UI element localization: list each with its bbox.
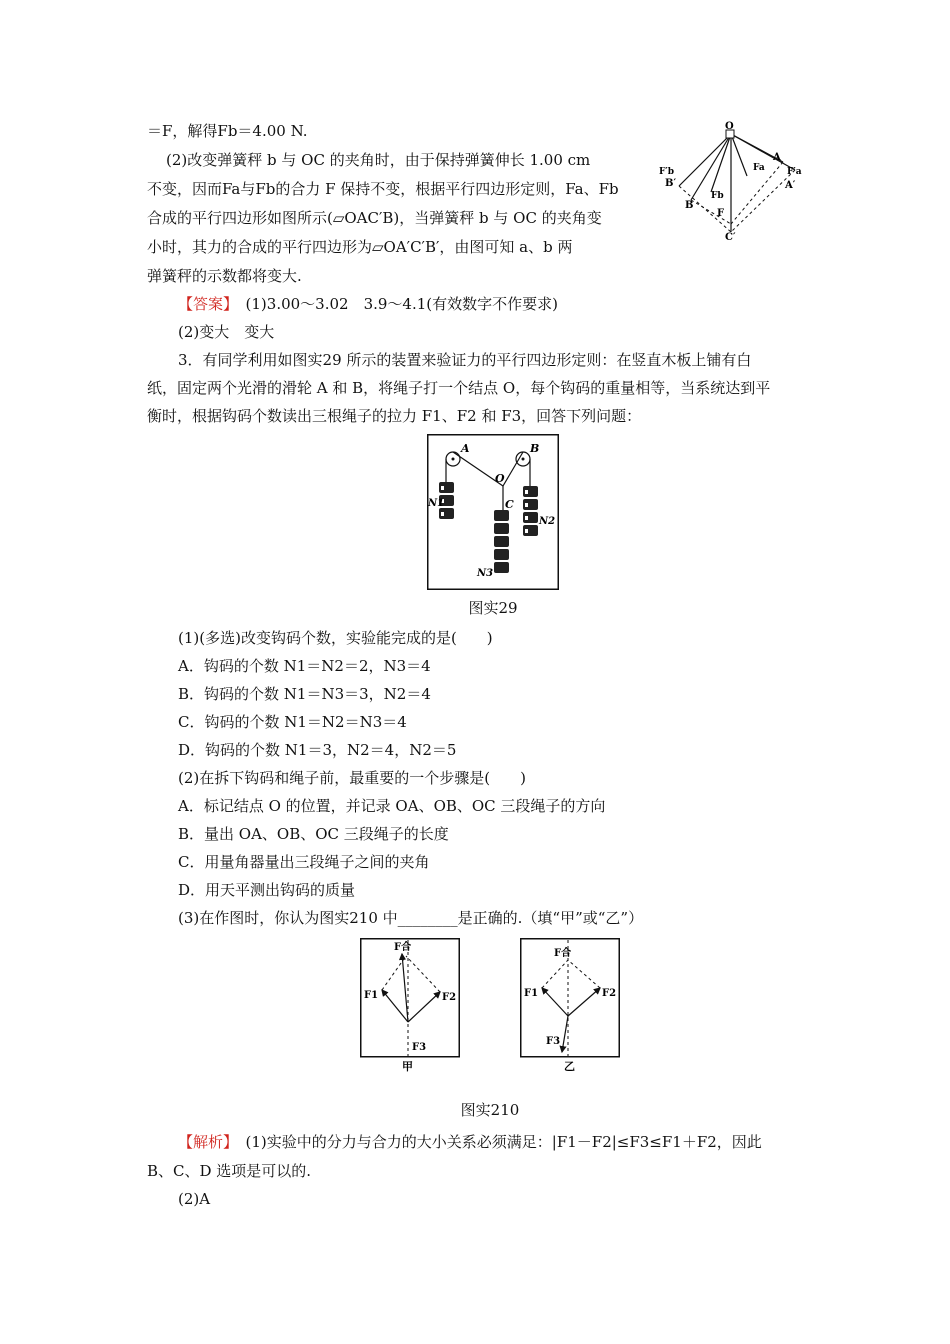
- label-Fa: Fa: [753, 163, 765, 173]
- option-item: A．钩码的个数 N1＝N2＝2，N3＝4: [178, 657, 431, 675]
- label-F-he: F合: [554, 948, 572, 959]
- label-N3: N3: [477, 568, 494, 579]
- text-line: 合成的平行四边形如图所示(▱OAC′B)，当弹簧秤 b 与 OC 的夹角变: [147, 209, 602, 227]
- option-item: C．用量角器量出三段绳子之间的夹角: [178, 853, 430, 871]
- force-diagram-yi: [520, 938, 620, 1074]
- label-F3: F3: [412, 1042, 427, 1053]
- text-line: 小时，其力的合成的平行四边形为▱OA′C′B′，由图可知 a、b 两: [147, 238, 573, 256]
- text-line: 不变，因而Fa与Fb的合力 F 保持不变，根据平行四边形定则，Fa、Fb: [147, 180, 619, 198]
- figure-caption: 图实29: [468, 599, 518, 617]
- pulley-apparatus-figure: [427, 434, 559, 590]
- answer-line: [178, 294, 558, 314]
- label-Fa-prime: F′a: [787, 167, 802, 177]
- label-F2: F2: [442, 992, 457, 1003]
- option-item: C．钩码的个数 N1＝N2＝N3＝4: [178, 713, 407, 731]
- question-intro: 纸，固定两个光滑的滑轮 A 和 B，将绳子打一个结点 O，每个钩码的重量相等，当系统达到平: [147, 379, 771, 397]
- answer-line-2: (2)变大 变大: [178, 323, 275, 341]
- label-Fb-prime: F′b: [659, 167, 675, 177]
- sub-question-stem: (2)在拆下钩码和绳子前，最重要的一个步骤是( ): [178, 769, 526, 787]
- force-diagram-jia: [360, 938, 460, 1074]
- option-item: B．量出 OA、OB、OC 三段绳子的长度: [178, 825, 449, 843]
- label-A: A: [773, 152, 781, 163]
- option-item: A．标记结点 O 的位置，并记录 OA、OB、OC 三段绳子的方向: [178, 797, 606, 815]
- label-B: B: [530, 442, 540, 455]
- label-Fb: Fb: [711, 191, 724, 201]
- label-F1: F1: [364, 990, 379, 1001]
- text-line: 弹簧秤的示数都将变大.: [147, 267, 302, 285]
- text-line: ＝F，解得Fb＝4.00 N.: [147, 122, 308, 140]
- label-F1: F1: [524, 988, 539, 999]
- answer-tag: 【答案】: [178, 295, 231, 313]
- analysis-text: (1)实验中的分力与合力的大小关系必须满足：|F1－F2|≤F3≤F1＋F2，因此: [245, 1133, 762, 1151]
- label-F: F: [717, 208, 725, 219]
- label-B-prime: B′: [665, 178, 677, 189]
- analysis-line-2: B、C、D 选项是可以的.: [147, 1162, 312, 1180]
- sub-question-stem: (3)在作图时，你认为图实210 中________是正确的.（填“甲”或“乙”）: [178, 909, 644, 927]
- label-O: O: [725, 121, 734, 132]
- label-jia: 甲: [402, 1060, 413, 1073]
- label-N1: N1: [428, 498, 445, 509]
- figure-caption: 图实210: [460, 1101, 520, 1119]
- label-N2: N2: [539, 516, 556, 527]
- label-B: B: [685, 200, 694, 211]
- label-yi: 乙: [564, 1060, 575, 1073]
- option-item: B．钩码的个数 N1＝N3＝3，N2＝4: [178, 685, 431, 703]
- option-item: D．钩码的个数 N1＝3，N2＝4，N2＝5: [178, 741, 457, 759]
- option-item: D．用天平测出钩码的质量: [178, 881, 356, 899]
- label-C-prime: C′: [725, 232, 736, 240]
- answer-text: (1)3.00～3.02 3.9～4.1(有效数字不作要求): [245, 295, 558, 313]
- parallelogram-figure: [655, 120, 815, 240]
- sub-question-stem: (1)(多选)改变钩码个数，实验能完成的是( ): [178, 629, 493, 647]
- label-F-he: F合: [394, 942, 412, 953]
- analysis-line-3: (2)A: [178, 1190, 211, 1208]
- question-intro: 3．有同学利用如图实29 所示的装置来验证力的平行四边形定则：在竖直木板上铺有白: [178, 351, 752, 369]
- analysis-tag: 【解析】: [178, 1133, 231, 1151]
- analysis-line: [178, 1132, 762, 1152]
- label-C: C: [505, 498, 514, 511]
- label-O: O: [495, 472, 505, 485]
- label-F3: F3: [546, 1036, 561, 1047]
- label-F2: F2: [602, 988, 617, 999]
- question-intro: 衡时，根据钩码个数读出三根绳子的拉力 F1、F2 和 F3，回答下列问题：: [147, 407, 642, 425]
- label-A-prime: A′: [785, 180, 796, 191]
- text-line: (2)改变弹簧秤 b 与 OC 的夹角时，由于保持弹簧伸长 1.00 cm: [166, 151, 591, 169]
- label-A: A: [461, 442, 470, 455]
